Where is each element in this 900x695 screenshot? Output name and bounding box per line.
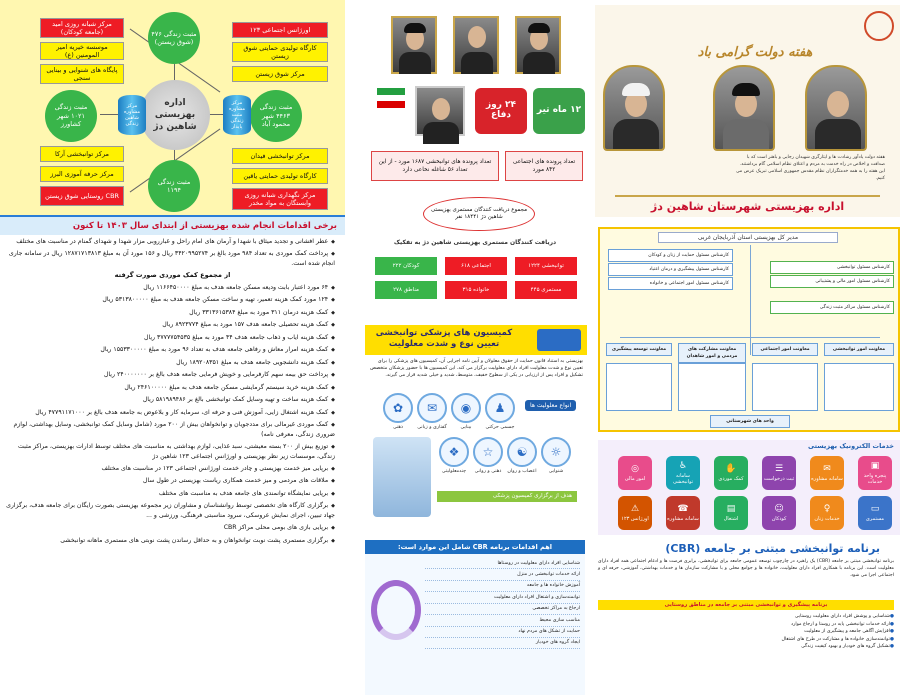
mindmap-panel xyxy=(0,0,345,215)
org-chart-line xyxy=(750,245,751,355)
cbr-action-line: توانمندسازی و اشتغال افراد دارای معلولیت xyxy=(425,592,580,603)
mindmap-box: کارگاه تولیدی حمایتی شوق زیستن xyxy=(232,42,328,62)
portrait-turban xyxy=(528,23,550,33)
cbr-program-item: ● افزایش آگاهی جامعه و پیشگیری از معلولیت xyxy=(598,628,894,636)
social-files-box: تعداد پرونده های اجتماعی ۸۴۲ مورد xyxy=(505,151,583,181)
org-chart-box: کارشناس مسئول امور مالی و پشتیبانی xyxy=(770,275,894,288)
portrait-body xyxy=(399,52,431,74)
cbr-action-line: حمایت از تشکل های مردم نهاد xyxy=(425,627,580,638)
briefcase-icon: ▤ xyxy=(726,504,736,515)
martyr-photo xyxy=(415,86,465,136)
e-service-label: پنجره واحد خدمات xyxy=(863,472,887,485)
e-service-tile[interactable] xyxy=(810,456,844,490)
list-lead: ◆ پرداخت کمک موردی به تعداد ۹۸۴ مورد بالغ بر ۳۴۲۰۹۹۵۲۷۴ ریال و ۱۵۶ مورد آن به مبلغ ۱۲۸۷۱۷۱۳۸۱۳ ریال در سامانه جاری انجام شده است. xyxy=(0,248,345,270)
org-chart-column-head: معاونت مشارکت های مردمی و امور شاهدان xyxy=(678,343,746,363)
portrait-face xyxy=(468,26,486,48)
org-chart-column xyxy=(824,363,894,411)
week-badge: ۲۴ روز دفاع xyxy=(475,88,527,134)
speech-icon: ✉ xyxy=(417,393,447,423)
e-service-label: اشتغال xyxy=(723,515,739,522)
e-service-tile[interactable] xyxy=(714,496,748,530)
org-chart-box: کارشناس مسئول امور اجتماعی و خانواده xyxy=(608,277,733,290)
org-chart-column-head: معاونت امور توانبخشی xyxy=(824,343,894,356)
pension-caption: دریافت کنندگان مستمری بهزیستی شاهین دژ به تفکیک xyxy=(393,239,557,246)
list-item: ◆ برگزاری مستمری پشت نوبت توانخواهان و به حداقل رساندن پشت نوبتی های مستمری ماهانه توانبخشی xyxy=(0,534,345,547)
total-pension-ellipse: مجموع دریافت کنندگان مستمری بهزیستی شاهین دژ ۱۸۴۴۱ نفر xyxy=(423,197,535,231)
mindmap-box: مرکز توانبخشی فیدان xyxy=(232,148,328,164)
e-service-tile[interactable] xyxy=(618,456,652,490)
portrait-photo xyxy=(515,16,561,74)
card-icon: ▭ xyxy=(870,504,880,515)
pension-stat-box: کودکان ۲۲۲ xyxy=(375,257,437,275)
org-chart-box: کارشناس مسئول توانبخشی xyxy=(770,261,894,274)
mindmap-hub: اداره بهزیستی شاهین دژ xyxy=(140,80,210,150)
org-chart-box: کارشناس مسئول مراکز مثبت زندگی xyxy=(770,301,894,314)
mindmap-circle: مثبت زندگی ۴۴۶۳ شهر محمود آباد xyxy=(250,90,302,142)
cbr-actions-heading: اهم اقدامات برنامه CBR شامل این موارد است: xyxy=(365,540,585,554)
portrait-photo xyxy=(453,16,499,74)
portrait-body xyxy=(523,52,555,74)
cbr-action-line: مناسب سازی محیط xyxy=(425,615,580,626)
e-services-title: خدمات الکترونیک بهزیستی xyxy=(808,442,894,450)
leader-frame xyxy=(713,65,775,151)
disability-label: چندمعلولیتی xyxy=(441,469,467,474)
cbr-action-line: ایجاد گروه های خودیار xyxy=(425,638,580,649)
e-service-tile[interactable] xyxy=(858,496,892,530)
list-item: ◆ کمک هزینه خرید سیستم گرمایشی مسکن جامعه هدف به مبلغ ۲۴۶۱۰۰۰۰۰ ریال xyxy=(0,381,345,394)
list-item: ◆ ۶۴ مورد اعتبار بابت ودیعه مسکن جامعه هدف به مبلغ ۱۱۶۶۴۵۰۰۰۰ ریال xyxy=(0,281,345,294)
cbr-actions-panel xyxy=(365,540,585,695)
list-item: ◆ توزیع بیش از ۲۰۰ بسته معیشتی، سبد غذایی، لوازم بهداشتی به مناسبت های مختلف توسط ادارات بهزیستی، مراکز مثبت زندگی، موسسات زیر نظر بهزیستی و اورژانس اجتماعی ۱۲۳ شاهین دژ xyxy=(0,441,345,463)
list-item: ◆ پرداخت حق بیمه سهم کارفرمایی و خویش فرمایی جامعه هدف بالغ بر ۲۴۰۰۰۰۰۰۰ ریال xyxy=(0,369,345,382)
eye-icon: ◉ xyxy=(451,393,481,423)
mindmap-box: اورژانس اجتماعی ۱۲۳ xyxy=(232,22,328,38)
list-item: ◆ کمک هزینه ایاب و ذهاب جامعه هدف ۴۴ مورد به مبلغ ۳۷۷۷۷۵۴۵۳۵ ریال xyxy=(0,331,345,344)
cbr-program-item: ● ارائه خدمات توانبخشی پایه در روستا و ارجاع موارد xyxy=(598,621,894,629)
portrait-body xyxy=(815,119,861,151)
portrait-turban xyxy=(622,83,650,96)
org-chart-column-head: معاونت امور اجتماعی xyxy=(752,343,818,356)
portrait-body xyxy=(461,52,493,74)
e-service-label: سامانه مشاوره xyxy=(667,515,699,522)
child-icon: ☺ xyxy=(774,504,784,515)
woman-icon: ♀ xyxy=(823,504,831,515)
mindmap-box: مرکز نگهداری شبانه روزی وابستگان به مواد مخدر xyxy=(232,188,328,210)
list-item: ◆ برگزاری کارگاه های تخصصی توسط روانشناسان و مشاوران زیر مجموعه بهزیستی بصورت رایگان برای جامعه هدف، برگزاری جهاد تبیین، اجرای نمایش عروسکی، سرود مناسبتی فرهنگی، ورزشی و ... xyxy=(0,500,345,522)
brain-icon: ✿ xyxy=(383,393,413,423)
mindmap-circle: مثبت زندگی ۴۷۶ (شوق زیستن) xyxy=(148,12,200,64)
chat-icon: ✉ xyxy=(823,464,831,475)
pension-stat-box: اجتماعی ۶۱۸ xyxy=(445,257,507,275)
disability-label: بینایی xyxy=(460,425,472,430)
org-chart-column xyxy=(606,363,672,411)
wheelchair-icon: ♿ xyxy=(678,461,688,472)
disability-label: اعصاب و روان xyxy=(507,469,537,474)
list-item: ◆ کمک هزینه ساخت و تهیه وسایل کمک توانبخشی بالغ بر ۵۸۱۹۸۹۴۸۶ ریال xyxy=(0,394,345,407)
e-service-tile[interactable] xyxy=(762,496,796,530)
cbr-action-line: ارائه خدمات توانبخشی در منزل xyxy=(425,569,580,580)
pension-stat-box: توانبخشی ۱۲۲۴ xyxy=(515,257,577,275)
e-service-label: کودکان xyxy=(771,515,787,522)
e-service-label: ثبت درخواست xyxy=(763,475,795,482)
e-service-label: سامانه مشاوره xyxy=(811,475,843,482)
monitor-icon: ▣ xyxy=(870,461,880,472)
commission-title-band xyxy=(365,325,587,355)
mindmap-box: کارگاه تولیدی حمایتی یاقین xyxy=(232,168,328,184)
mindmap-box: مرکز شوق زیستن xyxy=(232,66,328,82)
mindmap-circle: مثبت زندگی ۱۱۹۴ xyxy=(148,160,200,212)
column-gap xyxy=(345,0,359,695)
cbr-action-line: ارجاع به مراکز تخصصی xyxy=(425,604,580,615)
form-icon: ☰ xyxy=(774,464,784,475)
commission-goal-tag: هدف از برگزاری کمیسیون پزشکی xyxy=(437,491,577,502)
portrait-turban xyxy=(732,83,760,96)
list-item: ◆ کمک موردی غیرمالی برای مددجویان و توانخواهان بیش از ۲۰۰ مورد (شامل وسایل کمک توانبخشی، وسایل بهداشتی، لوازم ضروری زندگی، معرفی نامه) xyxy=(0,419,345,441)
org-chart-head: مدیر کل بهزیستی استان آذربایجان غربی xyxy=(658,232,838,243)
cbr-actions-list xyxy=(425,558,580,649)
org-chart-column-head: معاونت توسعه پیشگیری xyxy=(606,343,672,356)
disability-label: ذهنی xyxy=(392,425,404,430)
list-item: ◆ برپایی نمایشگاه توانمندی های جامعه هدف به مناسبت های مختلف xyxy=(0,487,345,500)
mindmap-box: پایگاه های شنوایی و بینایی سنجی xyxy=(40,64,124,84)
disability-types-tag: انواع معلولیت ها xyxy=(525,400,576,411)
cbr-program-title: برنامه توانبخشی مبتنی بر جامعه (CBR) xyxy=(665,542,880,555)
week-badge: ۱۲ ماه تیر xyxy=(533,88,585,134)
cbr-program-description: برنامه توانبخشی مبتنی بر جامعه (CBR) یک راهبرد در چارچوب توسعه عمومی جامعه برای توانبخشی، برابری فرصت ها و ادغام اجتماعی همه افراد دارای معلولیت است. این برنامه با همکاری افراد دارای معلولیت، خانواده ها و جوامع محلی و با مشارکت سازمان ها و خدمات بهداشتی، آموزشی، حرفه ای و اجتماعی اجرا می شود. xyxy=(598,559,894,579)
government-week-text: هفته دولت یادآور رشادت ها و ایثارگری شهیدان رجایی و باهنر است که با صداقت و اخلاص در راه خدمت به مردم و اعتلای نظام اسلامی گام برداشتند. این هفته را به همه خدمتگزاران نظام مقدس جمهوری اسلامی تبریک عرض می کنیم. xyxy=(735,155,885,181)
list-title: برخی اقدامات انجام شده بهزیستی از ابتدای سال ۱۴۰۳ تا کنون xyxy=(0,217,345,235)
e-service-tile[interactable] xyxy=(858,456,892,490)
org-chart-box: کارشناس مسئول پیشگیری و درمان اعتیاد xyxy=(608,263,733,276)
org-chart-column xyxy=(752,363,818,411)
list-item: ◆ کمک هزینه اشتغال زایی، آموزش فنی و حرفه ای، سرمایه کار و بلاعوض به جامعه هدف بالغ بر ۴۷۷۹۱۱۷۱۰۰۰ ریال xyxy=(0,406,345,419)
e-service-tile[interactable] xyxy=(618,496,652,530)
cbr-rural-band: برنامه پیشگیری و توانبخشی مبتنی بر جامعه در مناطق روستایی xyxy=(598,600,894,610)
mindmap-box: موسسه خیریه امیر المومنین (ع) xyxy=(40,42,124,60)
disability-label: جسمی حرکتی xyxy=(485,425,515,430)
portrait-face xyxy=(432,98,450,120)
body-icon: ♟ xyxy=(485,393,515,423)
phone-icon: ☎ xyxy=(677,504,689,515)
portrait-body xyxy=(723,119,769,151)
martyr-frame xyxy=(603,65,665,151)
list-item: ◆ برپایی بازی های بومی محلی مراکز CBR xyxy=(0,522,345,535)
medical-commission-panel xyxy=(365,325,587,535)
org-chart-panel xyxy=(598,227,900,432)
cbr-action-line: آموزش خانواده ها و جامعه xyxy=(425,581,580,592)
mindmap-circle: مثبت زندگی ۱۰۲۱ شهر کشاورز xyxy=(45,90,97,142)
cbr-program-item: ● توانمندسازی خانواده ها و مشارکت در طرح های اشتغال xyxy=(598,636,894,644)
leaders-panel xyxy=(365,10,587,145)
list-items xyxy=(0,281,345,546)
disability-label: شنوایی xyxy=(548,469,564,474)
list-subheading: از مجموع کمک موردی صورت گرفته xyxy=(114,271,231,280)
list-lead: ◆ عطر افشانی و تجدید میثاق با شهدا و آرمان های امام راحل و غبارروبی مزار شهدا و شهدای گمنام در مناسبت های مختلف xyxy=(0,235,345,248)
cbr-action-line: شناسایی افراد دارای معلولیت در روستاها xyxy=(425,558,580,569)
pension-stat-box: مستمری ۴۴۵ xyxy=(515,281,577,299)
mindmap-cylinder: مرکز مشاوره مثبت زندگی پایدار xyxy=(223,95,251,135)
commission-title: کمیسیون های پزشکی توانبخشی تعیین نوع و شدت معلولیت xyxy=(375,328,513,350)
commission-description: بهزیستی به استناد قانون حمایت از حقوق معلولان و آیین نامه اجرایی آن، کمیسیون های پزشکی را برای تعیین نوع و شدت معلولیت افراد دارای معلولیت برگزار می کند. این کمیسیون ها با حضور پزشکان متخصص تشکیل و افراد پس از ارزیابی در یکی از سطوح خفیف، متوسط، شدید و خیلی شدید قرار می گیرند. xyxy=(370,359,583,379)
disability-label: ذهنی و روانی xyxy=(474,469,502,474)
e-service-label: خدمات زنان xyxy=(814,515,840,522)
actions-list-panel xyxy=(0,215,345,695)
mindmap-box: CBR روستایی شوق زیستن xyxy=(40,186,124,206)
e-service-label: اورژانس ۱۲۳ xyxy=(621,515,649,522)
mindmap-box: مرکز حرفه آموزی البرز xyxy=(40,166,124,182)
multi-icon: ❖ xyxy=(439,437,469,467)
alert-icon: ⚠ xyxy=(630,504,640,515)
org-chart-column xyxy=(678,363,746,411)
pension-stat-box: مناطق ۲۷۸ xyxy=(375,281,437,299)
cbr-program-panel xyxy=(592,540,900,695)
e-service-label: مستمری xyxy=(865,515,885,522)
cbr-program-list xyxy=(598,613,894,651)
wheelchair-icon xyxy=(371,580,421,640)
psych-icon: ☯ xyxy=(507,437,537,467)
hand-icon: ✋ xyxy=(725,464,737,475)
portrait-body xyxy=(423,122,459,144)
e-services-panel xyxy=(598,440,900,535)
martyr-frame xyxy=(805,65,867,151)
government-week-panel xyxy=(595,5,900,217)
organization-title: اداره بهزیستی شهرستان شاهین دژ xyxy=(615,195,880,215)
coin-icon: ◎ xyxy=(631,464,639,475)
list-item: ◆ کمک هزینه درمان ۳۱۱ مورد به مبلغ ۳۳۱۳۶۱۵۳۸۴ ریال xyxy=(0,306,345,319)
government-week-title: هفته دولت گرامی باد xyxy=(697,45,813,60)
org-chart-footer: واحد های شهرستانی xyxy=(710,415,790,428)
list-item: ◆ ۱۲۴ مورد کمک هزینه تعمیر، تهیه و ساخت مسکن جامعه هدف به مبلغ ۵۳۱۳۸۰۰۰۰۰ ریال xyxy=(0,294,345,307)
behzisti-logo-icon xyxy=(864,11,894,41)
e-service-label: کمک موردی xyxy=(718,475,744,482)
org-chart-box: کارشناس مسئول حمایت از زنان و کودکان xyxy=(608,249,733,262)
org-chart-line xyxy=(620,337,880,338)
mindmap-box: مرکز توانبخشی آرکا xyxy=(40,146,124,162)
ear-icon: ☼ xyxy=(541,437,571,467)
cbr-program-item: ● تشکیل گروه های خودیار و بهبود کیفیت زندگی xyxy=(598,643,894,651)
e-service-tile[interactable] xyxy=(666,496,700,530)
commission-logo-icon xyxy=(537,329,581,351)
portrait-face xyxy=(827,91,849,117)
e-service-tile[interactable] xyxy=(810,496,844,530)
portrait-body xyxy=(613,119,659,151)
portrait-turban xyxy=(404,23,426,33)
e-service-label: سامانه توانبخشی xyxy=(672,472,694,485)
cbr-program-item: ● شناسایی و پوشش افراد دارای معلولیت روستایی xyxy=(598,613,894,621)
mindmap-box: مرکز شبانه روزی امید (جامعه کودکان) xyxy=(40,18,124,38)
e-service-tile[interactable] xyxy=(714,456,748,490)
list-item: ◆ کمک هزینه امرار معاش و رفاهی جامعه هدف به تعداد ۹۶ مورد به مبلغ ۱۵۵۳۳۰۰۰۰۰ ریال xyxy=(0,344,345,357)
list-item: ◆ برپایی میز خدمت بهزیستی و چادر خدمت اورژانس اجتماعی ۱۲۳ در مناسبت های مختلف xyxy=(0,462,345,475)
iran-flag-icon xyxy=(377,88,405,108)
pension-flow-panel xyxy=(365,145,587,325)
e-service-tile[interactable] xyxy=(666,456,700,490)
mind-icon: ☆ xyxy=(473,437,503,467)
list-item: ◆ کمک هزینه دانشجویی جامعه هدف به مبلغ ۱۸۹۲۰۸۳۵۱ ریال xyxy=(0,356,345,369)
rehab-files-box: تعداد پرونده های توانبخشی ۱۶۸۷ مورد - از این تعداد ۵۶ شاغله نخاعی دارد xyxy=(371,151,499,181)
list-item: ◆ ملاقات های مردمی و میز خدمت همکاری ریاست بهزیستی در طول سال xyxy=(0,475,345,488)
disability-label: گفتاری و زبانی xyxy=(417,425,447,430)
child-photo xyxy=(373,437,431,517)
e-service-tile[interactable] xyxy=(762,456,796,490)
mindmap-cylinder: مرکز مشاوره شاهین زندگی xyxy=(118,95,146,135)
portrait-photo xyxy=(391,16,437,74)
list-item: ◆ کمک هزینه تحصیلی جامعه هدف ۱۵۷ مورد به مبلغ ۸۹۲۳۷۷۴ ریال xyxy=(0,319,345,332)
e-service-label: امور مالی xyxy=(624,475,646,482)
pension-stat-box: خانواده ۳۱۵ xyxy=(445,281,507,299)
